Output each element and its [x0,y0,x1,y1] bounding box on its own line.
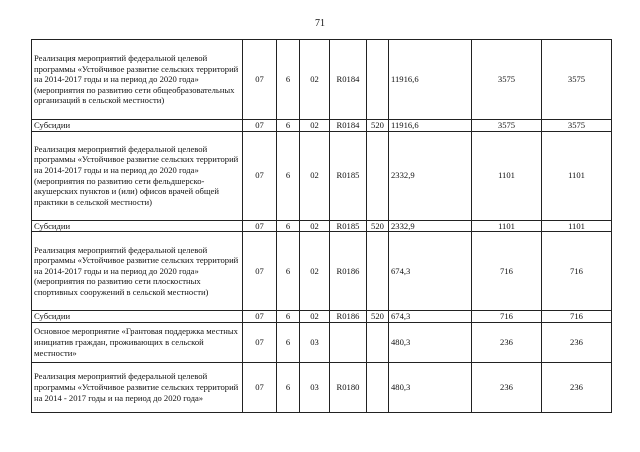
row-target-code: R0180 [330,362,367,412]
row-amount-year2: 236 [472,362,542,412]
row-subsection: 6 [277,362,300,412]
row-name: Основное мероприятие «Грантовая поддержка местных инициатив граждан, проживающих в сельской местности» [32,322,243,362]
row-expense-type: 520 [367,120,389,132]
table-row [32,362,612,412]
row-amount-year2: 716 [472,311,542,323]
page-number: 71 [315,18,325,29]
row-amount-year3: 3575 [542,40,612,120]
row-amount-year2: 716 [472,232,542,311]
row-expense-type: 520 [367,220,389,232]
row-subprogram: 03 [300,362,330,412]
row-amount-year2: 1101 [472,220,542,232]
row-amount-year1: 11916,6 [389,120,472,132]
row-amount-year3: 3575 [542,120,612,132]
row-section: 07 [243,362,277,412]
row-section: 07 [243,120,277,132]
row-amount-year3: 1101 [542,131,612,220]
budget-table [31,39,612,413]
row-name: Субсидии [32,220,243,232]
row-expense-type [367,322,389,362]
row-amount-year3: 236 [542,322,612,362]
row-name: Реализация мероприятий федеральной целевой программы «Устойчивое развитие сельских территорий на 2014 - 2017 годы и на период до 2020 года» [32,362,243,412]
row-target-code: R0186 [330,232,367,311]
row-amount-year2: 3575 [472,120,542,132]
row-expense-type [367,131,389,220]
table-row [32,120,612,132]
row-subprogram: 02 [300,40,330,120]
row-subsection: 6 [277,220,300,232]
table-row [32,232,612,311]
row-amount-year1: 480,3 [389,322,472,362]
row-amount-year1: 480,3 [389,362,472,412]
row-expense-type: 520 [367,311,389,323]
row-name: Субсидии [32,120,243,132]
row-expense-type [367,40,389,120]
row-subsection: 6 [277,322,300,362]
row-subprogram: 02 [300,220,330,232]
row-subprogram: 02 [300,232,330,311]
row-amount-year1: 2332,9 [389,220,472,232]
row-target-code [330,322,367,362]
row-subsection: 6 [277,311,300,323]
table-row [32,131,612,220]
row-amount-year2: 1101 [472,131,542,220]
table-row [32,322,612,362]
row-section: 07 [243,322,277,362]
row-target-code: R0184 [330,40,367,120]
row-amount-year3: 716 [542,232,612,311]
table-row [32,40,612,120]
row-target-code: R0186 [330,311,367,323]
row-amount-year3: 1101 [542,220,612,232]
row-amount-year1: 674,3 [389,232,472,311]
row-target-code: R0185 [330,131,367,220]
row-section: 07 [243,232,277,311]
row-expense-type [367,232,389,311]
row-subprogram: 02 [300,311,330,323]
row-amount-year1: 11916,6 [389,40,472,120]
row-subsection: 6 [277,40,300,120]
row-expense-type [367,362,389,412]
row-section: 07 [243,40,277,120]
row-amount-year2: 3575 [472,40,542,120]
row-section: 07 [243,311,277,323]
row-name: Реализация мероприятий федеральной целевой программы «Устойчивое развитие сельских территорий на 2014-2017 годы и на период до 2020 года» (мероприятия по развитию сети фельдшерско-акушерских пунктов и (или) офисов врачей общей практики в сельской местности) [32,131,243,220]
row-target-code: R0185 [330,220,367,232]
table-row [32,220,612,232]
row-amount-year2: 236 [472,322,542,362]
row-section: 07 [243,220,277,232]
row-section: 07 [243,131,277,220]
row-subprogram: 03 [300,322,330,362]
row-amount-year3: 716 [542,311,612,323]
row-subsection: 6 [277,120,300,132]
row-amount-year3: 236 [542,362,612,412]
row-name: Реализация мероприятий федеральной целевой программы «Устойчивое развитие сельских территорий на 2014-2017 годы и на период до 2020 года» (мероприятия по развитию сети плоскостных спортивных сооружений в сельской местности) [32,232,243,311]
row-subsection: 6 [277,232,300,311]
row-subprogram: 02 [300,120,330,132]
row-name: Реализация мероприятий федеральной целевой программы «Устойчивое развитие сельских территорий на 2014-2017 годы и на период до 2020 года» (мероприятия по развитию сети общеобразовательных организаций в сельской местности) [32,40,243,120]
table-row [32,311,612,323]
row-amount-year1: 2332,9 [389,131,472,220]
row-amount-year1: 674,3 [389,311,472,323]
row-target-code: R0184 [330,120,367,132]
row-name: Субсидии [32,311,243,323]
row-subsection: 6 [277,131,300,220]
row-subprogram: 02 [300,131,330,220]
